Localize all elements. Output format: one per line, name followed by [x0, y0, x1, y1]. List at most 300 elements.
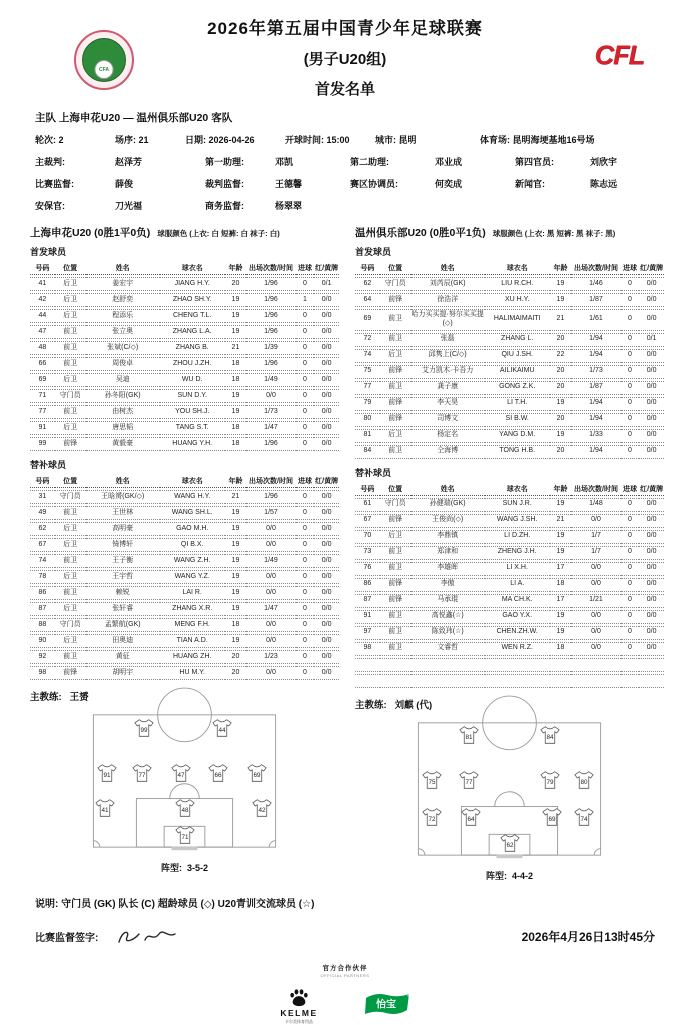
- player-row: [30, 437, 339, 451]
- cell: 前卫: [55, 325, 86, 339]
- cell: 1/49: [246, 554, 295, 568]
- info-label: 主裁判:: [35, 157, 65, 167]
- cell: [411, 674, 485, 688]
- cell: 0: [296, 634, 315, 648]
- cell: AILIKAIMU: [485, 365, 550, 379]
- cell: 17: [550, 594, 572, 608]
- cell: 高明豪: [86, 522, 160, 536]
- column-header: 出场次数/时间: [571, 483, 620, 496]
- home-team-section: [30, 223, 339, 882]
- info-label: 安保官:: [35, 201, 65, 211]
- yibao-logo: [364, 991, 410, 1023]
- cell: ZHAO SH.Y.: [160, 293, 225, 307]
- player-row: [30, 357, 339, 371]
- signature-datetime: 2026年4月26日13时45分: [521, 930, 655, 944]
- home-coach-line: [30, 689, 339, 703]
- cell: 0/1: [314, 277, 339, 291]
- player-row: [355, 413, 664, 427]
- cell: 69: [30, 373, 55, 387]
- cell: 0/0: [639, 309, 664, 331]
- coach-name: 王赟: [69, 692, 89, 703]
- cell: WANG Z.H.: [160, 554, 225, 568]
- cell: 75: [355, 365, 380, 379]
- cell: 21: [225, 490, 247, 504]
- player-row: [30, 389, 339, 403]
- cell: 69: [355, 309, 380, 331]
- svg-text:42: 42: [258, 807, 266, 815]
- player-row: [355, 333, 664, 347]
- player-jersey: [170, 763, 191, 782]
- player-row: [30, 522, 339, 536]
- svg-text:71: 71: [180, 834, 189, 842]
- cell: 0: [296, 586, 315, 600]
- player-jersey: [542, 808, 563, 827]
- kelme-paw-icon: [288, 987, 310, 1007]
- cell: 1/47: [246, 421, 295, 435]
- info-value: 何奕成: [435, 179, 463, 189]
- cell: 0/0: [314, 357, 339, 371]
- cell: HUANG ZH.: [160, 650, 225, 664]
- cell: 0: [621, 578, 640, 592]
- player-row: [30, 586, 339, 600]
- cell: 守门员: [55, 490, 86, 504]
- cell: ZHANG L.: [485, 333, 550, 347]
- column-header: 号码: [355, 483, 380, 496]
- cell: 0/0: [314, 293, 339, 307]
- legend-note: 说明: 守门员 (GK) 队长 (C) 超龄球员 (◇) U20青训交流球员 (☆): [35, 898, 315, 910]
- cell: 20: [550, 365, 572, 379]
- cell: 72: [355, 333, 380, 347]
- cell: [639, 674, 664, 688]
- cell: 0/0: [314, 437, 339, 451]
- player-row: [355, 397, 664, 411]
- svg-text:74: 74: [579, 816, 588, 824]
- cell: 0/0: [314, 421, 339, 435]
- cell: 王子衡: [86, 554, 160, 568]
- cell: YOU SH.J.: [160, 405, 225, 419]
- svg-text:66: 66: [214, 771, 222, 779]
- info-value: 杨翠翠: [275, 201, 303, 211]
- cell: 前卫: [55, 586, 86, 600]
- cell: 前卫: [380, 562, 411, 576]
- cell: TANG S.T.: [160, 421, 225, 435]
- column-header: 进球: [621, 483, 640, 496]
- cell: 1/47: [246, 602, 295, 616]
- cell: GONG Z.K.: [485, 381, 550, 395]
- cell: 78: [30, 570, 55, 584]
- home-starters-table: [30, 260, 339, 453]
- cell: 91: [355, 610, 380, 624]
- jersey-icon: [94, 799, 115, 818]
- player-jersey: [540, 771, 561, 790]
- cell: 67: [30, 538, 55, 552]
- cell: 19: [225, 506, 247, 520]
- cell: 1/21: [571, 594, 620, 608]
- player-row: [355, 498, 664, 512]
- cell: 0: [621, 562, 640, 576]
- cell: 0/0: [639, 642, 664, 656]
- cell: [355, 674, 380, 688]
- competition-title: 2026年第五届中国青少年足球联赛: [207, 19, 483, 38]
- cell: ZHANG B.: [160, 341, 225, 355]
- player-row: [355, 578, 664, 592]
- cell: GAO Y.X.: [485, 610, 550, 624]
- info-value: 刘欣宇: [590, 157, 618, 167]
- cell: 黄征: [86, 650, 160, 664]
- svg-text:75: 75: [428, 779, 436, 787]
- column-header: 姓名: [86, 475, 160, 488]
- cell: 44: [30, 309, 55, 323]
- cell: 0/0: [246, 389, 295, 403]
- away-pitch-wrap: [355, 721, 664, 882]
- cell: 1/7: [571, 530, 620, 544]
- cell: 19: [550, 530, 572, 544]
- cell: 前卫: [380, 626, 411, 640]
- cfa-ball-icon: CFA: [95, 60, 114, 79]
- cell: 20: [225, 650, 247, 664]
- cell: 98: [30, 666, 55, 680]
- cell: 前卫: [55, 357, 86, 371]
- jersey-icon: [460, 808, 481, 827]
- player-row: [355, 658, 664, 672]
- cell: 87: [355, 594, 380, 608]
- cell: 前卫: [380, 333, 411, 347]
- kit-colors: 球服颜色 (上衣: 白 短裤: 白 袜子: 白): [157, 229, 280, 238]
- yibao-registered-mark: ®: [406, 992, 410, 998]
- cell: 0/0: [314, 634, 339, 648]
- cell: 71: [30, 389, 55, 403]
- cell: 0/0: [314, 522, 339, 536]
- cell: 0: [621, 333, 640, 347]
- cell: 守门员: [380, 498, 411, 512]
- cell: 后卫: [55, 602, 86, 616]
- player-row: [355, 381, 664, 395]
- jersey-icon: [174, 826, 195, 845]
- coach-label: 主教练:: [30, 692, 62, 703]
- column-header: 进球: [296, 475, 315, 488]
- info-pair: 城市: 昆明: [375, 135, 417, 145]
- cell: 66: [30, 357, 55, 371]
- cell: 74: [355, 349, 380, 363]
- cell: 0: [296, 538, 315, 552]
- player-row: [30, 405, 339, 419]
- cell: ZHANG X.R.: [160, 602, 225, 616]
- cell: 0/0: [639, 445, 664, 459]
- partner-logos: [0, 987, 690, 1025]
- cell: 李雄晖: [411, 562, 485, 576]
- cell: 0/0: [571, 642, 620, 656]
- column-header: 出场次数/时间: [571, 262, 620, 275]
- player-jersey: [458, 726, 479, 745]
- cell: 哈力买买提·努尔买买提(◇): [411, 309, 485, 331]
- away-team-header: [355, 225, 664, 240]
- cell: 0/0: [639, 277, 664, 291]
- cell: 19: [550, 546, 572, 560]
- cell: 0/0: [314, 602, 339, 616]
- cell: 87: [30, 602, 55, 616]
- svg-text:81: 81: [465, 734, 473, 742]
- cell: 1/96: [246, 277, 295, 291]
- group-title: (男子U20组): [303, 51, 387, 68]
- cell: 1/73: [571, 365, 620, 379]
- cell: 1/96: [246, 325, 295, 339]
- cell: QIU J.SH.: [485, 349, 550, 363]
- info-pair: 日期: 2026-04-26: [185, 135, 255, 145]
- player-row: [30, 341, 339, 355]
- cell: 0/0: [639, 365, 664, 379]
- cell: 0/0: [314, 586, 339, 600]
- cell: TIAN A.D.: [160, 634, 225, 648]
- partners-title: 官方合作伙伴: [322, 964, 368, 972]
- svg-text:91: 91: [103, 771, 111, 779]
- cell: 1: [296, 293, 315, 307]
- starters-label: 首发球员: [355, 247, 392, 257]
- svg-text:99: 99: [140, 726, 148, 734]
- cell: 1/96: [246, 357, 295, 371]
- svg-text:72: 72: [428, 816, 436, 824]
- cell: 92: [30, 650, 55, 664]
- cell: 0/0: [639, 594, 664, 608]
- player-row: [355, 626, 664, 640]
- cell: 0: [621, 277, 640, 291]
- cell: 前卫: [55, 341, 86, 355]
- player-row: [355, 546, 664, 560]
- cell: 后卫: [380, 429, 411, 443]
- partners-footer: [0, 963, 690, 1025]
- cell: 0: [296, 506, 315, 520]
- cell: JIANG H.Y.: [160, 277, 225, 291]
- home-subs-table: [30, 473, 339, 682]
- cell: [550, 658, 572, 672]
- cell: 62: [355, 277, 380, 291]
- cell: 41: [30, 277, 55, 291]
- cell: 0: [621, 642, 640, 656]
- jersey-icon: [542, 808, 563, 827]
- cell: 76: [355, 562, 380, 576]
- cell: 锜博轩: [86, 538, 160, 552]
- cell: 赵舒奕: [86, 293, 160, 307]
- team-name: 上海申花U20 (0胜1平0负): [30, 227, 151, 239]
- cell: 19: [225, 634, 247, 648]
- cell: 后卫: [55, 538, 86, 552]
- cell: 0: [296, 277, 315, 291]
- cell: 19: [225, 309, 247, 323]
- cell: 0: [296, 490, 315, 504]
- cell: 0: [621, 309, 640, 331]
- player-jersey: [573, 808, 594, 827]
- cell: 1/7: [571, 546, 620, 560]
- cell: 47: [30, 325, 55, 339]
- cell: 吴迪: [86, 373, 160, 387]
- cell: 0/0: [314, 538, 339, 552]
- cell: XU H.Y.: [485, 293, 550, 307]
- formation-value: 3-5-2: [186, 863, 208, 873]
- cell: 0/0: [246, 522, 295, 536]
- cell: 前锋: [380, 578, 411, 592]
- cell: 99: [30, 437, 55, 451]
- cell: 0/0: [314, 389, 339, 403]
- cell: 0/0: [246, 666, 295, 680]
- cell: 86: [30, 586, 55, 600]
- cell: 79: [355, 397, 380, 411]
- cell: 90: [30, 634, 55, 648]
- jersey-icon: [573, 808, 594, 827]
- player-row: [30, 650, 339, 664]
- cell: 后卫: [55, 634, 86, 648]
- cell: 70: [355, 530, 380, 544]
- cell: 0/0: [571, 578, 620, 592]
- jersey-icon: [421, 808, 442, 827]
- cell: TONG H.B.: [485, 445, 550, 459]
- cell: 0/0: [639, 546, 664, 560]
- cell: 18: [550, 642, 572, 656]
- player-row: [30, 634, 339, 648]
- cell: 0/0: [571, 610, 620, 624]
- cell: ZHANG L.A.: [160, 325, 225, 339]
- cell: 19: [225, 586, 247, 600]
- cell: [639, 658, 664, 672]
- cell: 0/0: [246, 570, 295, 584]
- player-jersey: [133, 718, 154, 737]
- cell: 王世林: [86, 506, 160, 520]
- cell: SI B.W.: [485, 413, 550, 427]
- jersey-icon: [133, 718, 154, 737]
- cell: 0/0: [639, 514, 664, 528]
- svg-text:62: 62: [505, 841, 514, 849]
- cell: 0/0: [639, 498, 664, 512]
- signature-label: 比赛监督签字:: [35, 933, 99, 944]
- cell: 后卫: [55, 522, 86, 536]
- player-row: [355, 349, 664, 363]
- cell: 胡明宇: [86, 666, 160, 680]
- player-row: [30, 490, 339, 504]
- cell: 19: [550, 277, 572, 291]
- cell: 0/0: [314, 666, 339, 680]
- column-header: 红/黄牌: [639, 483, 664, 496]
- cell: 0: [296, 602, 315, 616]
- column-header: 进球: [296, 262, 315, 275]
- cell: 0/0: [314, 554, 339, 568]
- yibao-flag-icon: [364, 991, 410, 1018]
- cell: 19: [225, 570, 247, 584]
- cell: 1/49: [246, 373, 295, 387]
- jersey-icon: [211, 718, 232, 737]
- cell: 0/0: [639, 530, 664, 544]
- jersey-icon: [540, 771, 561, 790]
- cell: 前卫: [380, 309, 411, 331]
- cell: 前卫: [380, 610, 411, 624]
- jersey-icon: [573, 771, 594, 790]
- cell: 20: [550, 333, 572, 347]
- cell: CHENG T.L.: [160, 309, 225, 323]
- player-jersey: [540, 726, 561, 745]
- cell: 19: [225, 522, 247, 536]
- cell: MA CH.K.: [485, 594, 550, 608]
- jersey-icon: [131, 763, 152, 782]
- formation-label: 阵型:: [485, 870, 507, 881]
- cell: 孙冬阳(GK): [86, 389, 160, 403]
- cell: 0: [296, 341, 315, 355]
- info-value: 王德馨: [275, 179, 303, 189]
- cell: 程添乐: [86, 309, 160, 323]
- info-row: [35, 129, 655, 151]
- cell: 18: [225, 357, 247, 371]
- cell: LI X.H.: [485, 562, 550, 576]
- cell: GAO M.H.: [160, 522, 225, 536]
- roster-header-row: [355, 483, 664, 496]
- cell: CHEN.ZH.W.: [485, 626, 550, 640]
- column-header: 号码: [30, 475, 55, 488]
- cell: 0/0: [246, 634, 295, 648]
- cell: 孟繁航(GK): [86, 618, 160, 632]
- cell: YANG D.M.: [485, 429, 550, 443]
- cell: 守门员: [380, 277, 411, 291]
- cell: WANG H.Y.: [160, 490, 225, 504]
- cell: 0: [296, 389, 315, 403]
- cell: 前锋: [55, 666, 86, 680]
- info-value: 薛俊: [115, 179, 134, 189]
- cell: 周俊卓: [86, 357, 160, 371]
- column-header: 进球: [621, 262, 640, 275]
- cfa-logo: [74, 30, 134, 90]
- sheet-header: [0, 0, 690, 106]
- jersey-icon: [174, 799, 195, 818]
- cell: 1/87: [571, 293, 620, 307]
- cell: 0: [296, 650, 315, 664]
- cell: 18: [225, 421, 247, 435]
- cell: 73: [355, 546, 380, 560]
- cell: 1/73: [246, 405, 295, 419]
- cell: 0: [296, 618, 315, 632]
- cell: 0: [621, 293, 640, 307]
- cell: LI A.: [485, 578, 550, 592]
- cell: 龚子康: [411, 381, 485, 395]
- away-formation-line: [486, 869, 533, 882]
- cell: 81: [355, 429, 380, 443]
- cell: 0: [296, 405, 315, 419]
- cell: 前卫: [55, 405, 86, 419]
- cell: [355, 658, 380, 672]
- cell: 21: [550, 309, 572, 331]
- cfl-wordmark: CFL: [594, 40, 644, 70]
- cell: 1/39: [246, 341, 295, 355]
- player-row: [355, 562, 664, 576]
- player-row: [355, 309, 664, 331]
- cell: 19: [225, 405, 247, 419]
- cell: 前卫: [380, 445, 411, 459]
- info-pair: 轮次: 2: [35, 135, 64, 145]
- cell: LI T.H.: [485, 397, 550, 411]
- cell: 艾力凯木·卡吾力: [411, 365, 485, 379]
- roster-header-row: [30, 262, 339, 275]
- column-header: 姓名: [411, 262, 485, 275]
- cell: 19: [550, 498, 572, 512]
- cell: MENG F.H.: [160, 618, 225, 632]
- column-header: 出场次数/时间: [246, 475, 295, 488]
- cell: 86: [355, 578, 380, 592]
- player-jersey: [174, 826, 195, 845]
- cell: WEN R.Z.: [485, 642, 550, 656]
- cell: 0/0: [314, 618, 339, 632]
- player-row: [355, 514, 664, 528]
- player-row: [30, 325, 339, 339]
- cell: 0/0: [639, 429, 664, 443]
- cell: 1/48: [571, 498, 620, 512]
- cell: 1/46: [571, 277, 620, 291]
- cfa-emblem-icon: [82, 38, 126, 82]
- away-formation-pitch: [417, 721, 602, 857]
- roster-header-row: [355, 262, 664, 275]
